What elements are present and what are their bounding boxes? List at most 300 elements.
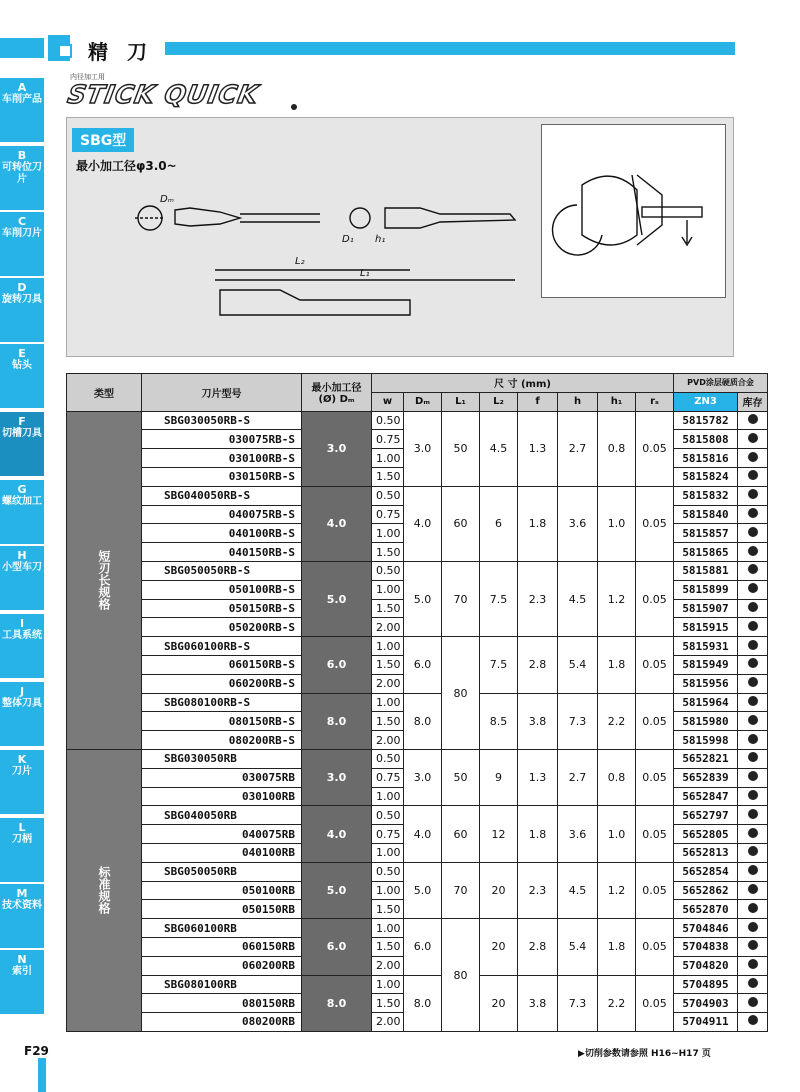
- width-cell: 1.00: [372, 843, 404, 862]
- dm-cell: 8.0: [404, 693, 442, 749]
- f-cell: 3.8: [518, 975, 558, 1031]
- part-number-cell: SBG080100RB: [142, 975, 302, 994]
- order-code-cell: 5815998: [674, 731, 738, 750]
- stock-cell: [738, 900, 768, 919]
- stock-cell: [738, 524, 768, 543]
- order-code-cell: 5704903: [674, 994, 738, 1013]
- sidebar-item-letter: K: [17, 753, 27, 766]
- part-number-cell: 050100RB-S: [142, 580, 302, 599]
- l1-cell: 50: [442, 411, 480, 486]
- width-cell: 1.50: [372, 994, 404, 1013]
- dm-cell: 5.0: [404, 862, 442, 918]
- in-stock-icon: [748, 677, 758, 687]
- part-number-cell: 040100RB-S: [142, 524, 302, 543]
- sidebar-item-m[interactable]: [0, 884, 44, 950]
- h1-cell: 2.2: [598, 693, 636, 749]
- order-code-cell: 5652821: [674, 749, 738, 768]
- in-stock-icon: [748, 564, 758, 574]
- in-stock-icon: [748, 846, 758, 856]
- dm-cell: 4.0: [404, 486, 442, 561]
- width-cell: 1.50: [372, 467, 404, 486]
- dm-cell: 4.0: [404, 806, 442, 862]
- width-cell: 0.75: [372, 768, 404, 787]
- h1-cell: 0.8: [598, 411, 636, 486]
- sidebar-item-label: 车削产品: [2, 94, 42, 105]
- header-h: h: [558, 392, 598, 411]
- part-number-cell: 080150RB-S: [142, 712, 302, 731]
- in-stock-icon: [748, 865, 758, 875]
- f-cell: 1.8: [518, 486, 558, 561]
- order-code-cell: 5815956: [674, 674, 738, 693]
- in-stock-icon: [748, 658, 758, 668]
- part-number-cell: 060150RB-S: [142, 655, 302, 674]
- rs-cell: 0.05: [636, 919, 674, 975]
- order-code-cell: 5815980: [674, 712, 738, 731]
- rs-cell: 0.05: [636, 637, 674, 693]
- sidebar-item-label: 整体刀具: [2, 698, 42, 709]
- in-stock-icon: [748, 715, 758, 725]
- width-cell: 1.00: [372, 693, 404, 712]
- dm-cell: 5.0: [404, 561, 442, 636]
- part-number-cell: 050100RB: [142, 881, 302, 900]
- stock-cell: [738, 486, 768, 505]
- width-cell: 2.00: [372, 1013, 404, 1032]
- sidebar-item-f[interactable]: [0, 412, 44, 478]
- width-cell: 1.50: [372, 900, 404, 919]
- order-code-cell: 5815857: [674, 524, 738, 543]
- sidebar-item-b[interactable]: [0, 146, 44, 212]
- sidebar-item-label: 技术资料: [2, 900, 42, 911]
- stock-cell: [738, 561, 768, 580]
- header-l2: L₂: [480, 392, 518, 411]
- l2-cell: 12: [480, 806, 518, 862]
- order-code-cell: 5704895: [674, 975, 738, 994]
- sidebar-item-letter: F: [18, 415, 26, 428]
- l2-cell: 8.5: [480, 693, 518, 749]
- rs-cell: 0.05: [636, 975, 674, 1031]
- logo-dot-icon: [291, 104, 297, 110]
- h-cell: 3.6: [558, 806, 598, 862]
- width-cell: 0.75: [372, 430, 404, 449]
- in-stock-icon: [748, 433, 758, 443]
- l2-cell: 7.5: [480, 561, 518, 636]
- part-number-cell: 040075RB-S: [142, 505, 302, 524]
- order-code-cell: 5652805: [674, 825, 738, 844]
- stock-cell: [738, 749, 768, 768]
- l1-cell: 80: [442, 637, 480, 750]
- l2-cell: 20: [480, 919, 518, 975]
- svg-text:L₁: L₁: [360, 268, 370, 279]
- sidebar-item-c[interactable]: [0, 212, 44, 278]
- sidebar-item-label: 螺纹加工: [2, 496, 42, 507]
- min-dia-cell: 6.0: [302, 637, 372, 693]
- sidebar-item-letter: C: [17, 215, 27, 228]
- table-row: [67, 919, 768, 938]
- in-stock-icon: [748, 1015, 758, 1025]
- in-stock-icon: [748, 508, 758, 518]
- min-dia-cell: 3.0: [302, 411, 372, 486]
- sidebar-item-label: 小型车刀: [2, 562, 42, 573]
- width-cell: 1.00: [372, 919, 404, 938]
- stock-cell: [738, 693, 768, 712]
- in-stock-icon: [748, 922, 758, 932]
- rs-cell: 0.05: [636, 749, 674, 805]
- dm-cell: 8.0: [404, 975, 442, 1031]
- order-code-cell: 5652839: [674, 768, 738, 787]
- h-cell: 5.4: [558, 919, 598, 975]
- in-stock-icon: [748, 752, 758, 762]
- width-cell: 1.50: [372, 543, 404, 562]
- header-dm: Dₘ: [404, 392, 442, 411]
- h-cell: 7.3: [558, 975, 598, 1031]
- tool-dimension-drawing-icon: [120, 180, 530, 330]
- f-cell: 2.8: [518, 919, 558, 975]
- stock-cell: [738, 411, 768, 430]
- width-cell: 2.00: [372, 731, 404, 750]
- order-code-cell: 5815816: [674, 449, 738, 468]
- part-number-cell: 060200RB-S: [142, 674, 302, 693]
- order-code-cell: 5652847: [674, 787, 738, 806]
- stock-cell: [738, 467, 768, 486]
- table-row: [67, 806, 768, 825]
- sidebar-item-a[interactable]: [0, 78, 44, 144]
- order-code-cell: 5704911: [674, 1013, 738, 1032]
- part-number-cell: 040075RB: [142, 825, 302, 844]
- min-dia-cell: 3.0: [302, 749, 372, 805]
- part-number-cell: SBG060100RB: [142, 919, 302, 938]
- width-cell: 0.75: [372, 825, 404, 844]
- stock-cell: [738, 599, 768, 618]
- stock-cell: [738, 449, 768, 468]
- part-number-cell: 030100RB-S: [142, 449, 302, 468]
- l1-cell: 50: [442, 749, 480, 805]
- part-number-cell: SBG030050RB-S: [142, 411, 302, 430]
- width-cell: 0.50: [372, 561, 404, 580]
- dm-cell: 3.0: [404, 411, 442, 486]
- sidebar-item-letter: H: [17, 549, 27, 562]
- in-stock-icon: [748, 602, 758, 612]
- rs-cell: 0.05: [636, 561, 674, 636]
- dm-cell: 6.0: [404, 637, 442, 693]
- h1-cell: 1.2: [598, 561, 636, 636]
- part-number-cell: 050200RB-S: [142, 618, 302, 637]
- h-cell: 3.6: [558, 486, 598, 561]
- stock-cell: [738, 881, 768, 900]
- part-number-cell: 060150RB: [142, 937, 302, 956]
- table-row: [67, 693, 768, 712]
- sidebar-item-letter: G: [17, 483, 27, 496]
- order-code-cell: 5815949: [674, 655, 738, 674]
- in-stock-icon: [748, 978, 758, 988]
- stock-cell: [738, 806, 768, 825]
- sidebar-item-label: 钻头: [12, 360, 32, 371]
- min-dia-cell: 8.0: [302, 975, 372, 1031]
- h1-cell: 1.2: [598, 862, 636, 918]
- sidebar-item-n[interactable]: [0, 950, 44, 1016]
- order-code-cell: 5815824: [674, 467, 738, 486]
- in-stock-icon: [748, 640, 758, 650]
- cutting-detail-icon: [542, 125, 725, 297]
- type-label: SBG型: [72, 128, 134, 152]
- part-number-cell: 030100RB: [142, 787, 302, 806]
- width-cell: 2.00: [372, 674, 404, 693]
- page-accent-bar: [38, 1058, 46, 1092]
- order-code-cell: 5815782: [674, 411, 738, 430]
- dm-cell: 6.0: [404, 919, 442, 975]
- min-dia-cell: 8.0: [302, 693, 372, 749]
- part-number-cell: SBG050050RB-S: [142, 561, 302, 580]
- part-number-cell: SBG040050RB: [142, 806, 302, 825]
- l2-cell: 4.5: [480, 411, 518, 486]
- h1-cell: 1.0: [598, 806, 636, 862]
- in-stock-icon: [748, 903, 758, 913]
- f-cell: 2.8: [518, 637, 558, 693]
- h1-cell: 1.8: [598, 919, 636, 975]
- f-cell: 1.8: [518, 806, 558, 862]
- header-h1: h₁: [598, 392, 636, 411]
- header-zn3: ZN3: [674, 392, 738, 411]
- f-cell: 1.3: [518, 411, 558, 486]
- order-code-cell: 5815881: [674, 561, 738, 580]
- f-cell: 1.3: [518, 749, 558, 805]
- stock-cell: [738, 731, 768, 750]
- logo-caption: 内径加工用: [70, 73, 105, 81]
- sidebar-item-label: 车削刀片: [2, 228, 42, 239]
- in-stock-icon: [748, 546, 758, 556]
- h-cell: 4.5: [558, 862, 598, 918]
- l1-cell: 80: [442, 919, 480, 1032]
- h1-cell: 2.2: [598, 975, 636, 1031]
- sidebar-item-k[interactable]: [0, 750, 44, 816]
- width-cell: 1.00: [372, 787, 404, 806]
- width-cell: 1.50: [372, 655, 404, 674]
- order-code-cell: 5815964: [674, 693, 738, 712]
- width-cell: 0.50: [372, 862, 404, 881]
- stock-cell: [738, 543, 768, 562]
- sidebar-item-i[interactable]: [0, 614, 44, 680]
- sidebar-item-label: 刀柄: [12, 834, 32, 845]
- stock-cell: [738, 994, 768, 1013]
- l1-cell: 60: [442, 486, 480, 561]
- part-number-cell: 060200RB: [142, 956, 302, 975]
- f-cell: 2.3: [518, 561, 558, 636]
- stock-cell: [738, 843, 768, 862]
- order-code-cell: 5815907: [674, 599, 738, 618]
- in-stock-icon: [748, 452, 758, 462]
- min-dia-cell: 5.0: [302, 862, 372, 918]
- width-cell: 1.50: [372, 599, 404, 618]
- in-stock-icon: [748, 771, 758, 781]
- h1-cell: 0.8: [598, 749, 636, 805]
- l2-cell: 7.5: [480, 637, 518, 693]
- f-cell: 3.8: [518, 693, 558, 749]
- svg-text:L₂: L₂: [295, 256, 305, 267]
- order-code-cell: 5815899: [674, 580, 738, 599]
- l1-cell: 60: [442, 806, 480, 862]
- part-number-cell: 030075RB-S: [142, 430, 302, 449]
- stock-cell: [738, 919, 768, 938]
- in-stock-icon: [748, 489, 758, 499]
- header-grade: PVD涂层硬质合金: [674, 374, 768, 393]
- sidebar-item-letter: N: [17, 953, 27, 966]
- order-code-cell: 5815865: [674, 543, 738, 562]
- header-l1: L₁: [442, 392, 480, 411]
- header-w: w: [372, 392, 404, 411]
- in-stock-icon: [748, 414, 758, 424]
- part-number-cell: SBG040050RB-S: [142, 486, 302, 505]
- sidebar-item-d[interactable]: [0, 278, 44, 344]
- stock-cell: [738, 674, 768, 693]
- h-cell: 2.7: [558, 749, 598, 805]
- table-row: [67, 749, 768, 768]
- sidebar-item-label: 刀片: [12, 766, 32, 777]
- dm-cell: 3.0: [404, 749, 442, 805]
- f-cell: 2.3: [518, 862, 558, 918]
- table-row: [67, 561, 768, 580]
- stock-cell: [738, 655, 768, 674]
- min-processing-label: 最小加工径φ3.0~: [76, 159, 177, 173]
- part-number-cell: 040100RB: [142, 843, 302, 862]
- l2-cell: 9: [480, 749, 518, 805]
- header-dims: 尺 寸 (mm): [372, 374, 674, 393]
- insert-table: [66, 373, 768, 1032]
- in-stock-icon: [748, 790, 758, 800]
- min-dia-cell: 6.0: [302, 919, 372, 975]
- stock-cell: [738, 956, 768, 975]
- table-row: [67, 862, 768, 881]
- header-accent-bar: [0, 38, 44, 58]
- sidebar-item-letter: A: [17, 81, 27, 94]
- sidebar-item-letter: J: [19, 685, 25, 698]
- sidebar-item-l[interactable]: [0, 818, 44, 884]
- category-cell: 短刃长规格: [67, 411, 142, 749]
- in-stock-icon: [748, 734, 758, 744]
- sidebar-item-label: 工具系统: [2, 630, 42, 641]
- sidebar-item-e[interactable]: [0, 344, 44, 410]
- l2-cell: 6: [480, 486, 518, 561]
- table-row: [67, 637, 768, 656]
- h-cell: 2.7: [558, 411, 598, 486]
- header-min-dia: 最小加工径(Ø) Dₘ: [302, 374, 372, 412]
- h-cell: 4.5: [558, 561, 598, 636]
- rs-cell: 0.05: [636, 486, 674, 561]
- stock-cell: [738, 430, 768, 449]
- part-number-cell: SBG060100RB-S: [142, 637, 302, 656]
- header-f: f: [518, 392, 558, 411]
- min-dia-cell: 4.0: [302, 486, 372, 561]
- in-stock-icon: [748, 940, 758, 950]
- stock-cell: [738, 618, 768, 637]
- rs-cell: 0.05: [636, 806, 674, 862]
- sidebar-item-j[interactable]: [0, 682, 44, 748]
- in-stock-icon: [748, 997, 758, 1007]
- table-row: [67, 486, 768, 505]
- in-stock-icon: [748, 696, 758, 706]
- min-dia-cell: 5.0: [302, 561, 372, 636]
- page-number: F29: [24, 1044, 49, 1058]
- h1-cell: 1.8: [598, 637, 636, 693]
- sidebar-item-letter: L: [18, 821, 26, 834]
- width-cell: 1.00: [372, 975, 404, 994]
- order-code-cell: 5815840: [674, 505, 738, 524]
- sidebar-item-h[interactable]: [0, 546, 44, 612]
- part-number-cell: 080200RB: [142, 1013, 302, 1032]
- part-number-cell: 040150RB-S: [142, 543, 302, 562]
- part-number-cell: SBG050050RB: [142, 862, 302, 881]
- part-number-cell: 030150RB-S: [142, 467, 302, 486]
- in-stock-icon: [748, 583, 758, 593]
- sidebar-item-label: 旋转刀具: [2, 294, 42, 305]
- width-cell: 0.50: [372, 411, 404, 430]
- h1-cell: 1.0: [598, 486, 636, 561]
- detail-illustration: [541, 124, 726, 298]
- l2-cell: 20: [480, 975, 518, 1031]
- stock-cell: [738, 862, 768, 881]
- in-stock-icon: [748, 828, 758, 838]
- stock-cell: [738, 505, 768, 524]
- part-number-cell: 050150RB-S: [142, 599, 302, 618]
- order-code-cell: 5652870: [674, 900, 738, 919]
- width-cell: 2.00: [372, 618, 404, 637]
- svg-text:Dₘ: Dₘ: [160, 194, 174, 205]
- order-code-cell: 5815915: [674, 618, 738, 637]
- order-code-cell: 5815931: [674, 637, 738, 656]
- header-stock: 库存: [738, 392, 768, 411]
- sidebar-item-label: 切槽刀具: [2, 428, 42, 439]
- stock-cell: [738, 937, 768, 956]
- order-code-cell: 5815832: [674, 486, 738, 505]
- width-cell: 1.00: [372, 580, 404, 599]
- part-number-cell: SBG030050RB: [142, 749, 302, 768]
- sidebar-item-label: 索引: [12, 966, 32, 977]
- rs-cell: 0.05: [636, 411, 674, 486]
- h-cell: 7.3: [558, 693, 598, 749]
- table-row: [67, 411, 768, 430]
- page-title: 精 刀: [88, 40, 153, 64]
- h-cell: 5.4: [558, 637, 598, 693]
- header-rs: rₛ: [636, 392, 674, 411]
- table-row: [67, 975, 768, 994]
- sidebar-item-letter: B: [17, 149, 27, 162]
- sidebar-item-label: 可转位刀片: [2, 162, 42, 185]
- part-number-cell: 080200RB-S: [142, 731, 302, 750]
- order-code-cell: 5652862: [674, 881, 738, 900]
- stock-cell: [738, 975, 768, 994]
- l1-cell: 70: [442, 862, 480, 918]
- l2-cell: 20: [480, 862, 518, 918]
- order-code-cell: 5652797: [674, 806, 738, 825]
- stock-cell: [738, 768, 768, 787]
- width-cell: 0.75: [372, 505, 404, 524]
- sidebar-item-g[interactable]: [0, 480, 44, 546]
- rs-cell: 0.05: [636, 862, 674, 918]
- order-code-cell: 5704846: [674, 919, 738, 938]
- order-code-cell: 5815808: [674, 430, 738, 449]
- stock-cell: [738, 712, 768, 731]
- header-square-inner-icon: [58, 44, 72, 58]
- order-code-cell: 5652854: [674, 862, 738, 881]
- width-cell: 1.00: [372, 524, 404, 543]
- in-stock-icon: [748, 621, 758, 631]
- sidebar-item-letter: M: [16, 887, 28, 900]
- width-cell: 1.50: [372, 937, 404, 956]
- width-cell: 0.50: [372, 486, 404, 505]
- stock-cell: [738, 637, 768, 656]
- in-stock-icon: [748, 470, 758, 480]
- in-stock-icon: [748, 527, 758, 537]
- order-code-cell: 5704820: [674, 956, 738, 975]
- width-cell: 1.00: [372, 881, 404, 900]
